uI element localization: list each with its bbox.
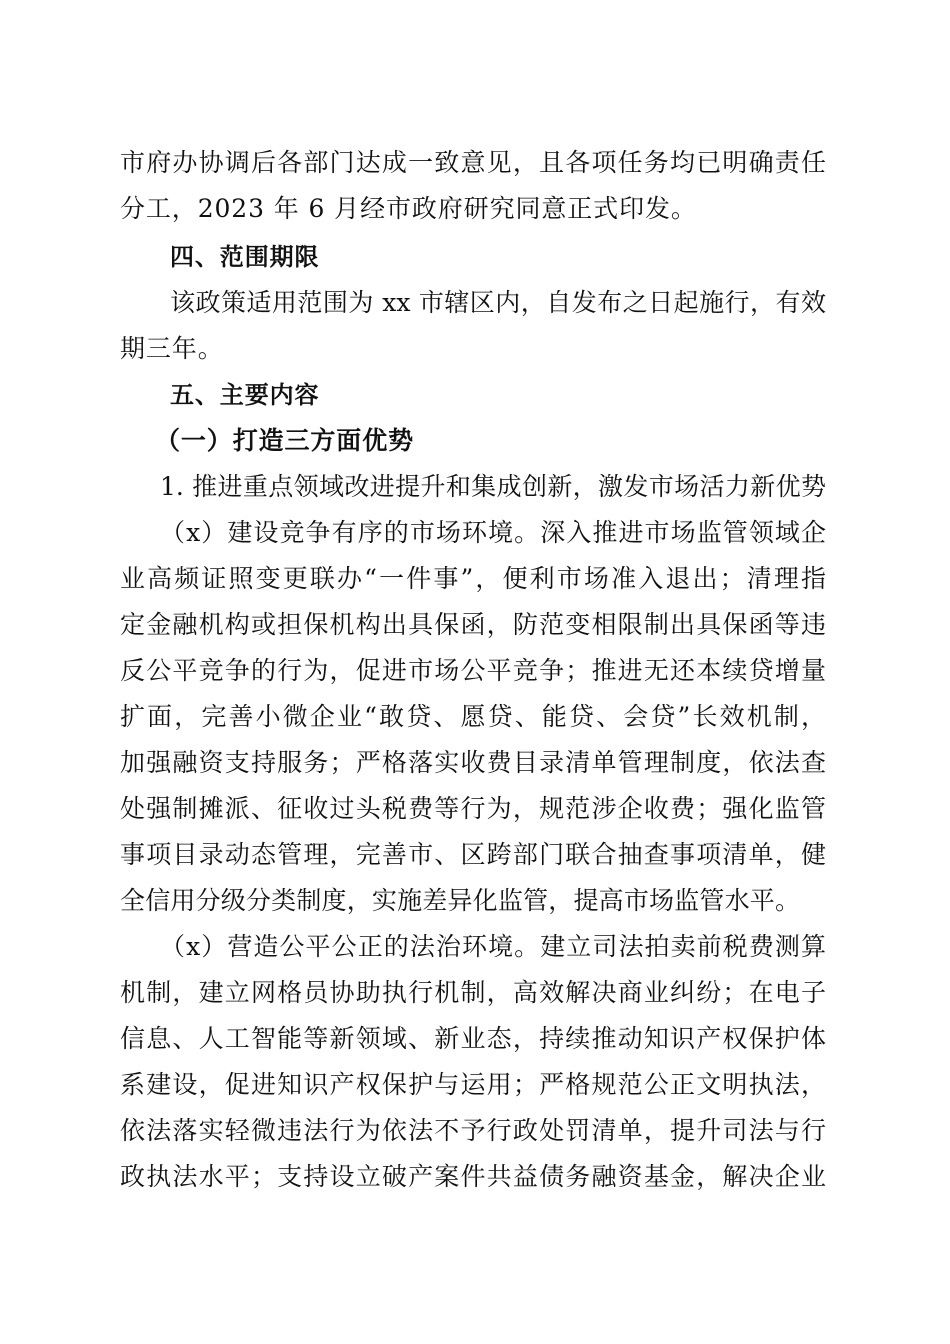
section-heading-scope: 四、范围期限 [170,243,320,271]
body-text-line: 反公平竞争的行为，促进市场公平竞争；推进无还本续贷增量 [120,656,826,685]
body-text-line: 系建设，促进知识产权保护与运用；严格规范公正文明执法， [120,1070,826,1099]
body-text-line: 依法落实轻微违法行为依法不予行政处罚清单，提升司法与行 [120,1116,826,1145]
item-heading: 1. 推进重点领域改进提升和集成创新，激发市场活力新优势 [160,472,826,501]
body-text-line: 机制，建立网格员协助执行机制，高效解决商业纠纷；在电子 [120,978,826,1007]
body-text-line: 定金融机构或担保机构出具保函，防范变相限制出具保函等违 [120,610,826,639]
subsection-heading: （一）打造三方面优势 [155,426,415,455]
body-text-line: （x）营造公平公正的法治环境。建立司法拍卖前税费测算 [160,932,826,961]
body-text-line: 加强融资支持服务；严格落实收费目录清单管理制度，依法查 [120,748,826,777]
body-text-line: 扩面，完善小微企业“敢贷、愿贷、能贷、会贷”长效机制， [120,702,826,731]
body-text-line: 政执法水平；支持设立破产案件共益债务融资基金，解决企业 [120,1162,826,1191]
body-text-line: 分工，2023 年 6 月经市政府研究同意正式印发。 [120,194,697,223]
body-text-line: 信息、人工智能等新领域、新业态，持续推动知识产权保护体 [120,1024,826,1053]
body-text-line: 该政策适用范围为 xx 市辖区内，自发布之日起施行，有效 [170,288,826,317]
section-heading-content: 五、主要内容 [170,381,320,409]
body-text-line: 市府办协调后各部门达成一致意见，且各项任务均已明确责任 [120,148,826,177]
body-text-line: 事项目录动态管理，完善市、区跨部门联合抽查事项清单，健 [120,840,826,869]
body-text-line: 全信用分级分类制度，实施差异化监管，提高市场监管水平。 [120,886,800,915]
body-text-line: 处强制摊派、征收过头税费等行为，规范涉企收费；强化监管 [120,794,826,823]
body-text-line: 业高频证照变更联办“一件事”，便利市场准入退出；清理指 [120,564,826,593]
body-text-line: 期三年。 [120,334,224,363]
body-text-line: （x）建设竞争有序的市场环境。深入推进市场监管领域企 [160,518,826,547]
